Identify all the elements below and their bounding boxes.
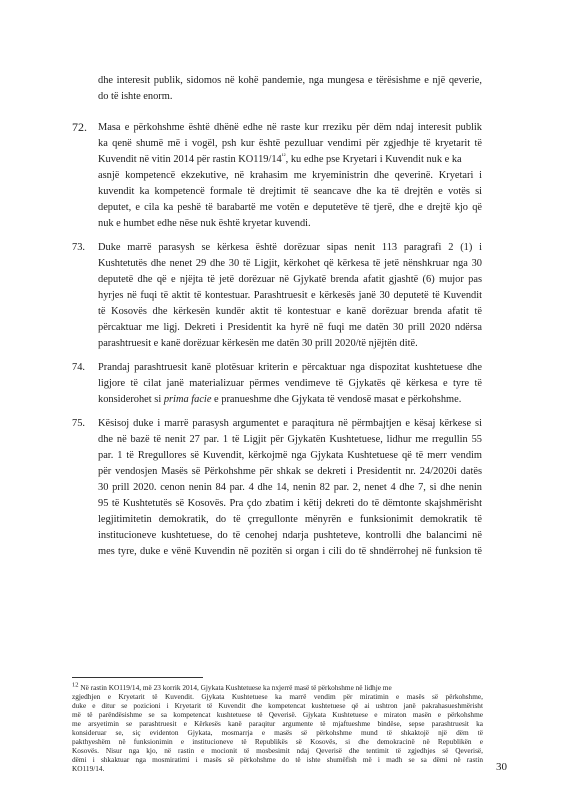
italic-term: prima facie xyxy=(163,394,212,405)
footnote-line: duke e ditur se pozicioni i Kryetarit të Kuvendit dhe kompetencat kushtetuese që ai ushtron janë pakrahasueshmërisht xyxy=(72,701,483,710)
body-line: deputetë dhe që e njëjta të jetë dorëzuar në Gjykatë brenda afatit gjashtë (6) mujor pas xyxy=(98,274,482,285)
body-line: par. 1 të Rregullores së Kuvendit, kërkojmë nga Gjykata Kushtetuese që të merr vendim xyxy=(98,450,482,461)
footnote-marker: 12 xyxy=(72,681,79,689)
body-line: përcaktuar me ligj. Dekreti i Presidentit ka hyrë në fuqi me datën 30 prill 2020 ndërsa xyxy=(98,322,482,333)
body-line: 30 prill 2020. cenon nenin 84 par. 4 dhe 14, nenin 82 par. 2, nenet 4 dhe 7, si dhe nenin xyxy=(98,482,482,493)
body-line: të Kosovës dhe kërkesën kundër aktit të kontestuar e kanë dorëzuar brenda afatit të xyxy=(98,306,482,317)
body-line: mes tyre, duke e vënë Kuvendin në pozitën si organ i cili do të shndërrohej në funksion të xyxy=(98,546,482,557)
footnote-line: pakthyeshëm në funksionimin e institucioneve të Republikës së Kosovës, si dhe demokracinë në Republikën e xyxy=(72,737,483,746)
body-line: legjitimitetin demokratik, do të çrregullonte mënyrën e funksionimit demokratik të xyxy=(98,514,482,525)
body-line: Kushtetutës dhe nenet 29 dhe 30 të Ligjit, kërkohet që kërkesa të jetë nënshkruar nga 30 xyxy=(98,258,482,269)
body-line: do të ishte enorm. xyxy=(98,91,173,102)
body-line: hyrjes në fuqi të aktit të kontestuar. Parashtruesit e kërkesës janë 30 deputetë të Kuvendit xyxy=(98,290,482,301)
body-text: e pranueshme dhe Gjykata të vendosë masat e përkohshme. xyxy=(211,394,462,405)
body-line: Prandaj parashtruesit kanë plotësuar kriterin e përcaktuar nga dispozitat kushtetuese dhe xyxy=(98,362,482,373)
footnote-line: më të parëndësishme se sa kompetencat kushtetuese të Qeverisë. Gjykata Kushtetuese e miraton masën e përkohshme xyxy=(72,710,483,719)
body-line: institucioneve kushtetuese, do të cenohej ndarja pushteteve, kontrolli dhe balancimi në xyxy=(98,530,482,541)
body-line: parashtruesit e kanë dorëzuar kërkesën me datën 30 prill 2020/të njëjtën ditë. xyxy=(98,338,418,349)
footnote-line xyxy=(72,683,392,692)
body-line: ligjore të cilat janë materializuar përmes vendimeve të Gjykatës që kërkesa e tyre të xyxy=(98,378,482,389)
body-line: Kësisoj duke i marrë parasysh argumentet e paraqitura në përmbajtjen e kësaj kërkese si xyxy=(98,418,482,429)
body-line: deputet, e cila ka peshë të barabartë me votën e deputetëve të tjerë, dhe e drejtë kjo që xyxy=(98,202,482,213)
body-text: , ku edhe pse Kryetari i Kuvendit nuk e ka xyxy=(285,154,462,165)
body-line: dhe interesit publik, sidomos në kohë pandemie, nga mungesa e tërësishme e një qeverie, xyxy=(98,75,482,86)
body-line: për vendosjen Masës së Përkohshme për shkak se dekreti i Presidentit nr. 24/2020i datës xyxy=(98,466,482,477)
footnote-line: dëmi i shkaktuar nga mosmiratimi i masës së përkohshme do të ishte shumëfish më i madh se sa dëmi në rastin xyxy=(72,755,483,764)
body-line xyxy=(98,152,462,167)
body-text: Kuvendit në vitin 2014 për rastin KO119/14 xyxy=(98,154,282,165)
body-line xyxy=(98,392,461,407)
paragraph-number: 73. xyxy=(72,242,85,253)
body-line: ka qenë shumë më i vogël, psh kur është pezulluar vendimi për zgjedhje të kryetarit të xyxy=(98,138,482,149)
footnote-line: zgjedhjen e Kryetarit të Kuvendit. Gjykata Kushtetuese ka marrë vendim për miratimin e masës së përkohshme, xyxy=(72,692,483,701)
body-line: kuvendit ka kompetencë formale të drejtimit të seancave dhe ka të drejtën e votës si xyxy=(98,186,482,197)
paragraph-number: 72. xyxy=(72,120,87,134)
footnote-ref[interactable]: ¹² xyxy=(281,152,286,160)
paragraph-number: 74. xyxy=(72,362,85,373)
body-line: Masa e përkohshme është dhënë edhe në raste kur rreziku për dëm ndaj interesit publik xyxy=(98,122,482,133)
footnote-line: Kosovës. Nisur nga kjo, në rastin e mocionit të mosbesimit ndaj Qeverisë dhe tentimit të zgjedhjes së Qeverisë, xyxy=(72,746,483,755)
page-number: 30 xyxy=(496,761,507,773)
footnote-separator xyxy=(72,677,203,678)
body-line: asnjë kompetencë ekzekutive, në krahasim me kryeministrin dhe qeverinë. Kryetari i xyxy=(98,170,482,181)
body-line: Duke marrë parasysh se kërkesa është dorëzuar sipas nenit 113 paragrafi 2 (1) i xyxy=(98,242,482,253)
footnote-line: me arsyetimin se parashtruesit e Kërkesës kanë paraqitur argumente të mjaftueshme bindëse, sepse parashtruesit ka xyxy=(72,719,483,728)
body-text: konsiderohet si xyxy=(98,394,164,405)
paragraph-number: 75. xyxy=(72,418,85,429)
footnote-line: KO119/14. xyxy=(72,764,105,773)
body-line: dhe në bazë të nenit 27 par. 1 të Ligjit për Gjykatën Kushtetuese, lidhur me rregullin 55 xyxy=(98,434,482,445)
footnote-line: konsideruar se, siç evidenton Gjykata, mosmarrja e masës së përkohshme mund të shkaktojë një dëm të xyxy=(72,728,483,737)
body-line: nuk e humbet edhe nëse nuk është kryetar kuvendi. xyxy=(98,218,311,229)
footnote-text: Në rastin KO119/14, më 23 korrik 2014, Gjykata Kushtetuese ka nxjerrë masë të përkohshme në lidhje me xyxy=(78,683,392,692)
body-line: 95 të Kushtetutës së Kosovës. Pra çdo zbatim i këtij dekreti do të dëmtonte skajshmërisht xyxy=(98,498,482,509)
